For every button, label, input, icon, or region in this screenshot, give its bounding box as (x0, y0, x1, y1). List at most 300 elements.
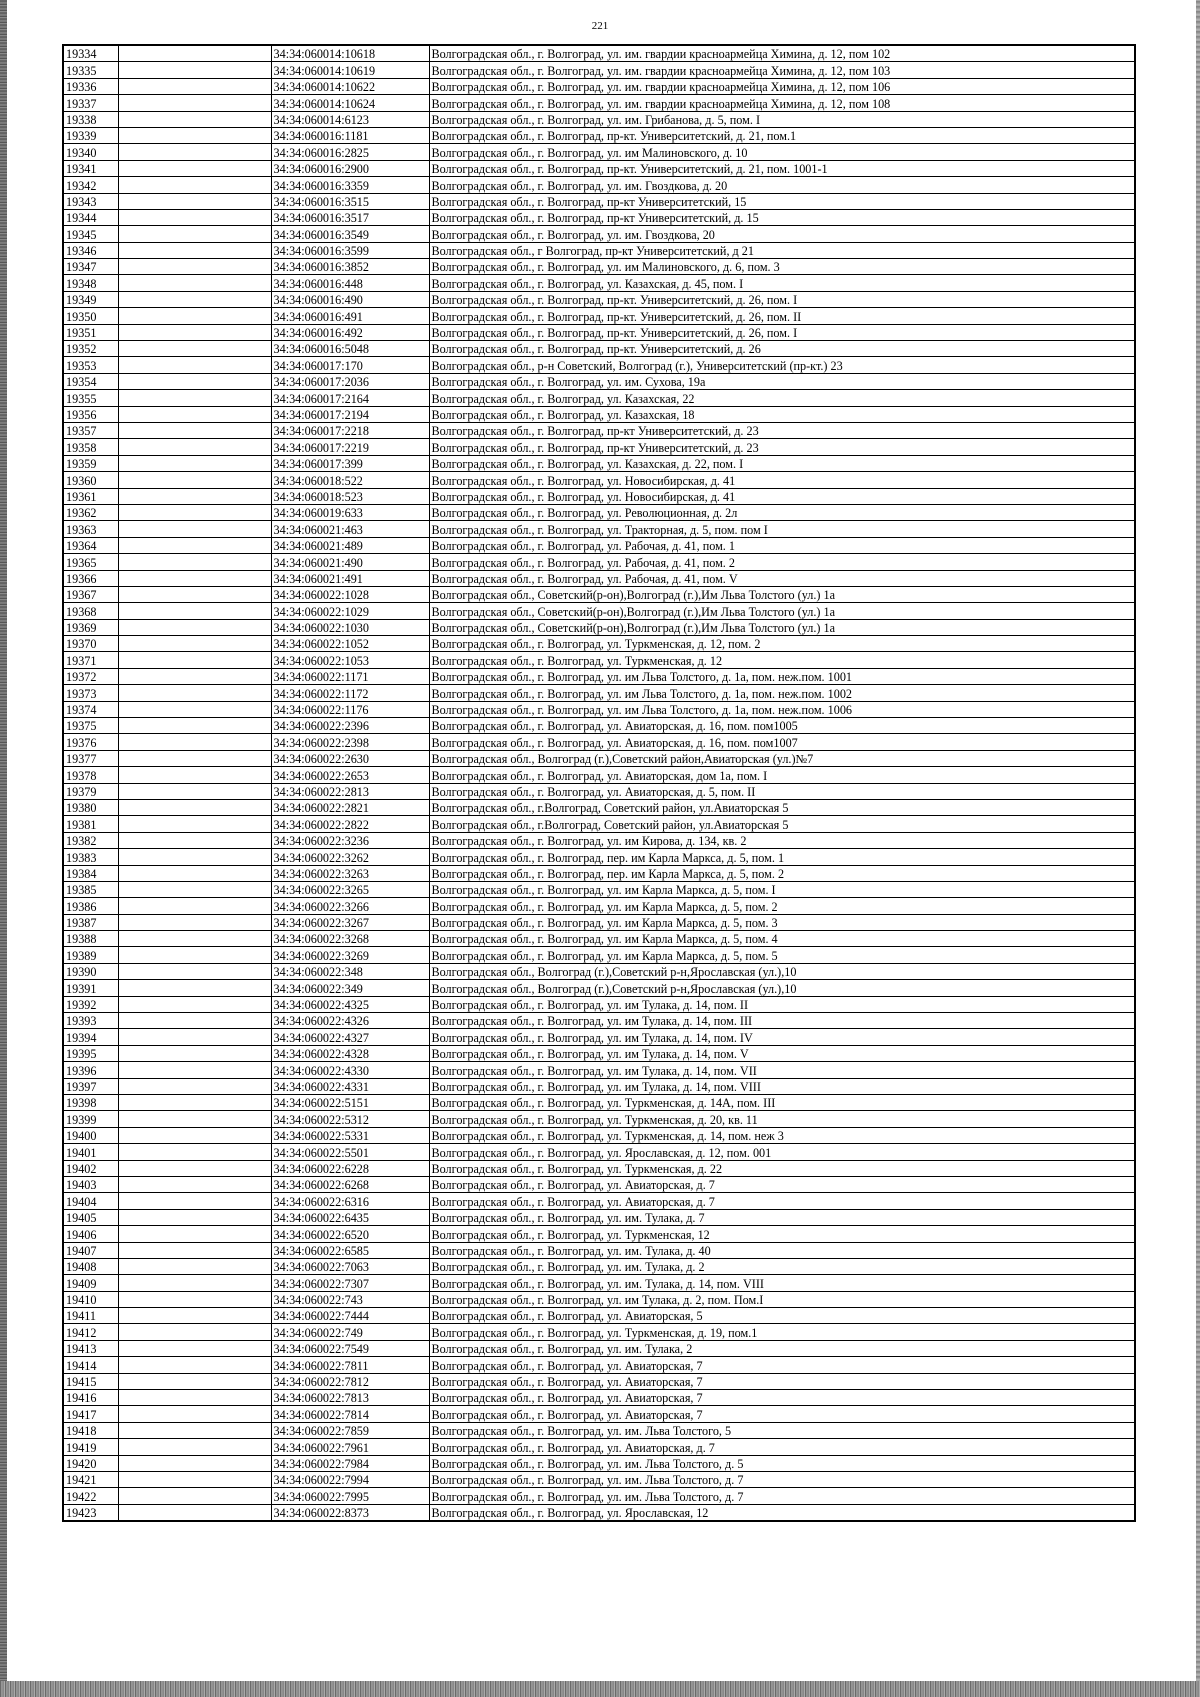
table-row (63, 1013, 1135, 1029)
table-row (63, 1078, 1135, 1094)
row-number: 19378 (63, 767, 118, 783)
row-code (118, 1471, 271, 1487)
table-row (63, 734, 1135, 750)
cadastral-number: 34:34:060022:6316 (271, 1193, 429, 1209)
cadastral-number: 34:34:060022:4331 (271, 1078, 429, 1094)
table-row (63, 554, 1135, 570)
row-number: 19360 (63, 472, 118, 488)
address: Волгоградская обл., г. Волгоград, ул. им. Тулака, д. 2 (429, 1258, 1135, 1274)
row-number: 19354 (63, 373, 118, 389)
address: Волгоградская обл., г. Волгоград, ул. Авиаторская, д. 16, пом. пом1007 (429, 734, 1135, 750)
row-code (118, 488, 271, 504)
table-row (63, 1471, 1135, 1487)
cadastral-number: 34:34:060022:1172 (271, 685, 429, 701)
row-code (118, 586, 271, 602)
address: Волгоградская обл., г. Волгоград, ул. Тракторная, д. 5, пом. пом I (429, 521, 1135, 537)
row-code (118, 1373, 271, 1389)
address: Волгоградская обл., г. Волгоград, ул. им. гвардии красноармейца Химина, д. 12, пом 108 (429, 95, 1135, 111)
row-code (118, 259, 271, 275)
row-number: 19377 (63, 750, 118, 766)
row-number: 19344 (63, 209, 118, 225)
address: Волгоградская обл., г.Волгоград, Советский район, ул.Авиаторская 5 (429, 816, 1135, 832)
cadastral-number: 34:34:060022:7984 (271, 1455, 429, 1471)
address: Волгоградская обл., г. Волгоград, ул. Авиаторская, д. 7 (429, 1193, 1135, 1209)
table-row (63, 1406, 1135, 1422)
cadastral-number: 34:34:060022:3236 (271, 832, 429, 848)
row-number: 19340 (63, 144, 118, 160)
row-number: 19355 (63, 390, 118, 406)
address: Волгоградская обл., г. Волгоград, ул. им Льва Толстого, д. 1а, пом. неж.пом. 1006 (429, 701, 1135, 717)
table-row (63, 849, 1135, 865)
address: Волгоградская обл., г. Волгоград, ул. им Тулака, д. 14, пом. VII (429, 1062, 1135, 1078)
row-code (118, 439, 271, 455)
row-code (118, 1324, 271, 1340)
row-code (118, 308, 271, 324)
row-number: 19369 (63, 619, 118, 635)
page-number: 221 (591, 20, 609, 32)
address: Волгоградская обл., г. Волгоград, ул. им. Грибанова, д. 5, пом. I (429, 111, 1135, 127)
address: Волгоградская обл., г. Волгоград, ул. Рабочая, д. 41, пом. V (429, 570, 1135, 586)
row-number: 19386 (63, 898, 118, 914)
table-row (63, 980, 1135, 996)
table-row (63, 1357, 1135, 1373)
row-number: 19415 (63, 1373, 118, 1389)
row-code (118, 1209, 271, 1225)
row-number: 19416 (63, 1390, 118, 1406)
row-number: 19394 (63, 1029, 118, 1045)
cadastral-number: 34:34:060022:6585 (271, 1242, 429, 1258)
row-number: 19420 (63, 1455, 118, 1471)
row-number: 19374 (63, 701, 118, 717)
row-number: 19352 (63, 341, 118, 357)
row-number: 19362 (63, 504, 118, 520)
registry-table (62, 44, 1136, 1522)
cadastral-number: 34:34:060022:7812 (271, 1373, 429, 1389)
address: Волгоградская обл., г. Волгоград, ул. им Малиновского, д. 6, пом. 3 (429, 259, 1135, 275)
row-code (118, 373, 271, 389)
address: Волгоградская обл., г. Волгоград, ул. Рабочая, д. 41, пом. 1 (429, 537, 1135, 553)
address: Волгоградская обл., г. Волгоград, ул. им Льва Толстого, д. 1а, пом. неж.пом. 1002 (429, 685, 1135, 701)
table-row (63, 1504, 1135, 1521)
address: Волгоградская обл., г. Волгоград, ул. Авиаторская, дом 1а, пом. I (429, 767, 1135, 783)
row-code (118, 554, 271, 570)
cadastral-number: 34:34:060022:349 (271, 980, 429, 996)
cadastral-number: 34:34:060022:2821 (271, 799, 429, 815)
cadastral-number: 34:34:060018:522 (271, 472, 429, 488)
cadastral-number: 34:34:060022:2822 (271, 816, 429, 832)
table-row (63, 455, 1135, 471)
scan-edge-left (0, 0, 7, 1697)
row-number: 19409 (63, 1275, 118, 1291)
row-code (118, 636, 271, 652)
row-number: 19392 (63, 996, 118, 1012)
row-number: 19407 (63, 1242, 118, 1258)
address: Волгоградская обл., г. Волгоград, ул. Ярославская, д. 12, пом. 001 (429, 1144, 1135, 1160)
address: Волгоградская обл., г.Волгоград, Советский район, ул.Авиаторская 5 (429, 799, 1135, 815)
table-row (63, 209, 1135, 225)
row-code (118, 1340, 271, 1356)
table-row (63, 193, 1135, 209)
row-code (118, 668, 271, 684)
cadastral-number: 34:34:060022:4330 (271, 1062, 429, 1078)
row-code (118, 1127, 271, 1143)
table-row (63, 472, 1135, 488)
row-number: 19396 (63, 1062, 118, 1078)
table-row (63, 947, 1135, 963)
table-row (63, 1176, 1135, 1192)
address: Волгоградская обл., г. Волгоград, ул. им Карла Маркса, д. 5, пом. 4 (429, 931, 1135, 947)
table-row (63, 45, 1135, 62)
row-number: 19395 (63, 1045, 118, 1061)
row-number: 19419 (63, 1439, 118, 1455)
row-number: 19359 (63, 455, 118, 471)
row-number: 19393 (63, 1013, 118, 1029)
row-code (118, 980, 271, 996)
cadastral-number: 34:34:060022:3267 (271, 914, 429, 930)
address: Волгоградская обл., г. Волгоград, ул. Туркменская, д. 14А, пом. III (429, 1095, 1135, 1111)
row-number: 19383 (63, 849, 118, 865)
address: Волгоградская обл., г. Волгоград, пр-кт Университетский, д. 23 (429, 422, 1135, 438)
row-code (118, 963, 271, 979)
row-number: 19364 (63, 537, 118, 553)
row-code (118, 914, 271, 930)
registry-table-body (63, 45, 1135, 1521)
cadastral-number: 34:34:060022:3265 (271, 881, 429, 897)
row-number: 19381 (63, 816, 118, 832)
row-code (118, 1455, 271, 1471)
table-row (63, 619, 1135, 635)
cadastral-number: 34:34:060022:3268 (271, 931, 429, 947)
address: Волгоградская обл., г. Волгоград, ул. Туркменская, д. 14, пом. неж 3 (429, 1127, 1135, 1143)
cadastral-number: 34:34:060022:5151 (271, 1095, 429, 1111)
address: Волгоградская обл., г. Волгоград, ул. Казахская, 18 (429, 406, 1135, 422)
row-number: 19337 (63, 95, 118, 111)
row-code (118, 898, 271, 914)
cadastral-number: 34:34:060022:5501 (271, 1144, 429, 1160)
table-row (63, 1488, 1135, 1504)
row-number: 19358 (63, 439, 118, 455)
row-code (118, 1406, 271, 1422)
cadastral-number: 34:34:060016:448 (271, 275, 429, 291)
row-code (118, 1062, 271, 1078)
cadastral-number: 34:34:060022:7814 (271, 1406, 429, 1422)
address: Волгоградская обл., г. Волгоград, пр-кт. Университетский, д. 26, пом. I (429, 324, 1135, 340)
address: Волгоградская обл., г. Волгоград, ул. Туркменская, д. 12, пом. 2 (429, 636, 1135, 652)
row-number: 19357 (63, 422, 118, 438)
row-code (118, 521, 271, 537)
row-code (118, 95, 271, 111)
address: Волгоградская обл., г. Волгоград, ул. им. Льва Толстого, д. 5 (429, 1455, 1135, 1471)
row-number: 19411 (63, 1308, 118, 1324)
row-number: 19385 (63, 881, 118, 897)
row-code (118, 472, 271, 488)
row-code (118, 1390, 271, 1406)
table-row (63, 914, 1135, 930)
cadastral-number: 34:34:060014:10619 (271, 62, 429, 78)
row-number: 19368 (63, 603, 118, 619)
cadastral-number: 34:34:060021:491 (271, 570, 429, 586)
row-number: 19335 (63, 62, 118, 78)
table-row (63, 111, 1135, 127)
row-code (118, 652, 271, 668)
row-number: 19348 (63, 275, 118, 291)
address: Волгоградская обл., г. Волгоград, ул. Авиаторская, д. 7 (429, 1176, 1135, 1192)
row-code (118, 78, 271, 94)
cadastral-number: 34:34:060022:6268 (271, 1176, 429, 1192)
row-code (118, 799, 271, 815)
row-code (118, 849, 271, 865)
cadastral-number: 34:34:060016:3517 (271, 209, 429, 225)
row-code (118, 1308, 271, 1324)
address: Волгоградская обл., г. Волгоград, ул. им Малиновского, д. 10 (429, 144, 1135, 160)
row-number: 19413 (63, 1340, 118, 1356)
table-row (63, 1455, 1135, 1471)
row-code (118, 1078, 271, 1094)
row-number: 19404 (63, 1193, 118, 1209)
address: Волгоградская обл., г. Волгоград, ул. Рабочая, д. 41, пом. 2 (429, 554, 1135, 570)
cadastral-number: 34:34:060022:7063 (271, 1258, 429, 1274)
row-code (118, 177, 271, 193)
address: Волгоградская обл., г. Волгоград, пер. им Карла Маркса, д. 5, пом. 1 (429, 849, 1135, 865)
row-number: 19373 (63, 685, 118, 701)
row-code (118, 275, 271, 291)
address: Волгоградская обл., г. Волгоград, ул. Казахская, д. 45, пом. I (429, 275, 1135, 291)
cadastral-number: 34:34:060022:1029 (271, 603, 429, 619)
row-code (118, 144, 271, 160)
row-code (118, 1029, 271, 1045)
row-code (118, 226, 271, 242)
cadastral-number: 34:34:060014:6123 (271, 111, 429, 127)
table-row (63, 1029, 1135, 1045)
cadastral-number: 34:34:060016:3359 (271, 177, 429, 193)
row-code (118, 1144, 271, 1160)
table-row (63, 537, 1135, 553)
table-row (63, 1127, 1135, 1143)
cadastral-number: 34:34:060022:7961 (271, 1439, 429, 1455)
address: Волгоградская обл., г. Волгоград, ул. им Кирова, д. 134, кв. 2 (429, 832, 1135, 848)
cadastral-number: 34:34:060022:743 (271, 1291, 429, 1307)
cadastral-number: 34:34:060022:7549 (271, 1340, 429, 1356)
address: Волгоградская обл., г. Волгоград, ул. им Тулака, д. 2, пом. Пом.I (429, 1291, 1135, 1307)
cadastral-number: 34:34:060016:2825 (271, 144, 429, 160)
table-row (63, 1324, 1135, 1340)
address: Волгоградская обл., г. Волгоград, ул. Авиаторская, 7 (429, 1373, 1135, 1389)
address: Волгоградская обл., г. Волгоград, ул. им. Тулака, 2 (429, 1340, 1135, 1356)
cadastral-number: 34:34:060017:2194 (271, 406, 429, 422)
cadastral-number: 34:34:060017:2036 (271, 373, 429, 389)
row-number: 19371 (63, 652, 118, 668)
row-number: 19388 (63, 931, 118, 947)
cadastral-number: 34:34:060014:10618 (271, 45, 429, 62)
row-number: 19397 (63, 1078, 118, 1094)
table-row (63, 570, 1135, 586)
cadastral-number: 34:34:060022:5312 (271, 1111, 429, 1127)
row-code (118, 783, 271, 799)
row-number: 19412 (63, 1324, 118, 1340)
table-row (63, 1439, 1135, 1455)
row-code (118, 1045, 271, 1061)
table-row (63, 1209, 1135, 1225)
cadastral-number: 34:34:060022:3263 (271, 865, 429, 881)
address: Волгоградская обл., г. Волгоград, ул. Ярославская, 12 (429, 1504, 1135, 1521)
row-number: 19351 (63, 324, 118, 340)
address: Волгоградская обл., г. Волгоград, ул. им. гвардии красноармейца Химина, д. 12, пом 102 (429, 45, 1135, 62)
table-row (63, 1373, 1135, 1389)
cadastral-number: 34:34:060022:749 (271, 1324, 429, 1340)
table-row (63, 488, 1135, 504)
row-code (118, 1193, 271, 1209)
address: Волгоградская обл., г. Волгоград, ул. им. гвардии красноармейца Химина, д. 12, пом 103 (429, 62, 1135, 78)
table-row (63, 603, 1135, 619)
row-number: 19375 (63, 718, 118, 734)
row-code (118, 291, 271, 307)
row-code (118, 931, 271, 947)
row-code (118, 685, 271, 701)
table-row (63, 324, 1135, 340)
cadastral-number: 34:34:060022:1171 (271, 668, 429, 684)
row-number: 19346 (63, 242, 118, 258)
table-row (63, 996, 1135, 1012)
table-row (63, 767, 1135, 783)
address: Волгоградская обл., г. Волгоград, пр-кт Университетский, д. 15 (429, 209, 1135, 225)
table-row (63, 406, 1135, 422)
table-row (63, 144, 1135, 160)
cadastral-number: 34:34:060022:7444 (271, 1308, 429, 1324)
row-number: 19342 (63, 177, 118, 193)
table-row (63, 636, 1135, 652)
table-row (63, 373, 1135, 389)
row-code (118, 111, 271, 127)
row-number: 19384 (63, 865, 118, 881)
row-code (118, 390, 271, 406)
cadastral-number: 34:34:060022:7813 (271, 1390, 429, 1406)
table-row (63, 1095, 1135, 1111)
address: Волгоградская обл., г. Волгоград, ул. Авиаторская, 7 (429, 1357, 1135, 1373)
cadastral-number: 34:34:060022:7811 (271, 1357, 429, 1373)
row-number: 19341 (63, 160, 118, 176)
table-row (63, 78, 1135, 94)
table-row (63, 701, 1135, 717)
table-row (63, 259, 1135, 275)
address: Волгоградская обл., г. Волгоград, пр-кт. Университетский, д. 26 (429, 341, 1135, 357)
table-row (63, 1062, 1135, 1078)
row-number: 19403 (63, 1176, 118, 1192)
address: Волгоградская обл., г. Волгоград, пр-кт. Университетский, д. 26, пом. II (429, 308, 1135, 324)
row-number: 19401 (63, 1144, 118, 1160)
address: Волгоградская обл., г. Волгоград, ул. Авиаторская, 7 (429, 1406, 1135, 1422)
cadastral-number: 34:34:060014:10622 (271, 78, 429, 94)
cadastral-number: 34:34:060022:3269 (271, 947, 429, 963)
row-code (118, 1357, 271, 1373)
table-row (63, 226, 1135, 242)
row-number: 19338 (63, 111, 118, 127)
address: Волгоградская обл., г. Волгоград, ул. им. Тулака, д. 14, пом. VIII (429, 1275, 1135, 1291)
address: Волгоградская обл., р-н Советский, Волгоград (г.), Университетский (пр-кт.) 23 (429, 357, 1135, 373)
cadastral-number: 34:34:060022:7995 (271, 1488, 429, 1504)
table-row (63, 291, 1135, 307)
cadastral-number: 34:34:060022:8373 (271, 1504, 429, 1521)
table-row (63, 865, 1135, 881)
table-row (63, 1340, 1135, 1356)
address: Волгоградская обл., г. Волгоград, ул. им. Тулака, д. 7 (429, 1209, 1135, 1225)
cadastral-number: 34:34:060022:1052 (271, 636, 429, 652)
row-code (118, 193, 271, 209)
address: Волгоградская обл., г. Волгоград, ул. им. Сухова, 19а (429, 373, 1135, 389)
row-number: 19421 (63, 1471, 118, 1487)
cadastral-number: 34:34:060016:3852 (271, 259, 429, 275)
table-row (63, 783, 1135, 799)
row-number: 19356 (63, 406, 118, 422)
table-row (63, 275, 1135, 291)
table-row (63, 799, 1135, 815)
address: Волгоградская обл., г. Волгоград, ул. им Карла Маркса, д. 5, пом. I (429, 881, 1135, 897)
address: Волгоградская обл., Волгоград (г.),Советский р-н,Ярославская (ул.),10 (429, 980, 1135, 996)
address: Волгоградская обл., г. Волгоград, ул. Авиаторская, 5 (429, 1308, 1135, 1324)
row-number: 19343 (63, 193, 118, 209)
row-code (118, 341, 271, 357)
row-code (118, 1504, 271, 1521)
row-code (118, 767, 271, 783)
row-number: 19380 (63, 799, 118, 815)
cadastral-number: 34:34:060017:2164 (271, 390, 429, 406)
address: Волгоградская обл., г. Волгоград, пр-кт. Университетский, д. 26, пом. I (429, 291, 1135, 307)
table-row (63, 881, 1135, 897)
cadastral-number: 34:34:060022:2396 (271, 718, 429, 734)
row-number: 19414 (63, 1357, 118, 1373)
cadastral-number: 34:34:060022:1176 (271, 701, 429, 717)
cadastral-number: 34:34:060022:6520 (271, 1226, 429, 1242)
row-code (118, 865, 271, 881)
row-code (118, 209, 271, 225)
row-code (118, 127, 271, 143)
row-number: 19399 (63, 1111, 118, 1127)
address: Волгоградская обл., г. Волгоград, ул. Туркменская, д. 20, кв. 11 (429, 1111, 1135, 1127)
address: Волгоградская обл., г. Волгоград, ул. Туркменская, д. 12 (429, 652, 1135, 668)
cadastral-number: 34:34:060017:2219 (271, 439, 429, 455)
row-code (118, 832, 271, 848)
address: Волгоградская обл., г. Волгоград, ул. им Тулака, д. 14, пом. IV (429, 1029, 1135, 1045)
cadastral-number: 34:34:060016:492 (271, 324, 429, 340)
cadastral-number: 34:34:060022:4326 (271, 1013, 429, 1029)
cadastral-number: 34:34:060022:3262 (271, 849, 429, 865)
address: Волгоградская обл., г. Волгоград, ул. им Тулака, д. 14, пом. V (429, 1045, 1135, 1061)
cadastral-number: 34:34:060022:4328 (271, 1045, 429, 1061)
row-number: 19339 (63, 127, 118, 143)
cadastral-number: 34:34:060022:6228 (271, 1160, 429, 1176)
table-row (63, 95, 1135, 111)
row-number: 19398 (63, 1095, 118, 1111)
row-number: 19382 (63, 832, 118, 848)
row-code (118, 242, 271, 258)
row-code (118, 1291, 271, 1307)
table-row (63, 586, 1135, 602)
cadastral-number: 34:34:060022:6435 (271, 1209, 429, 1225)
address: Волгоградская обл., г. Волгоград, ул. Казахская, 22 (429, 390, 1135, 406)
table-row (63, 685, 1135, 701)
table-row (63, 750, 1135, 766)
address: Волгоградская обл., г. Волгоград, ул. Новосибирская, д. 41 (429, 488, 1135, 504)
cadastral-number: 34:34:060022:7859 (271, 1422, 429, 1438)
table-row (63, 1258, 1135, 1274)
scan-edge-bottom (0, 1681, 1200, 1697)
row-code (118, 750, 271, 766)
table-row (63, 652, 1135, 668)
address: Волгоградская обл., г. Волгоград, ул. Авиаторская, д. 5, пом. II (429, 783, 1135, 799)
address: Волгоградская обл., г. Волгоград, ул. им. гвардии красноармейца Химина, д. 12, пом 106 (429, 78, 1135, 94)
row-code (118, 1488, 271, 1504)
address: Волгоградская обл., г. Волгоград, пр-кт. Университетский, д. 21, пом. 1001-1 (429, 160, 1135, 176)
row-code (118, 816, 271, 832)
